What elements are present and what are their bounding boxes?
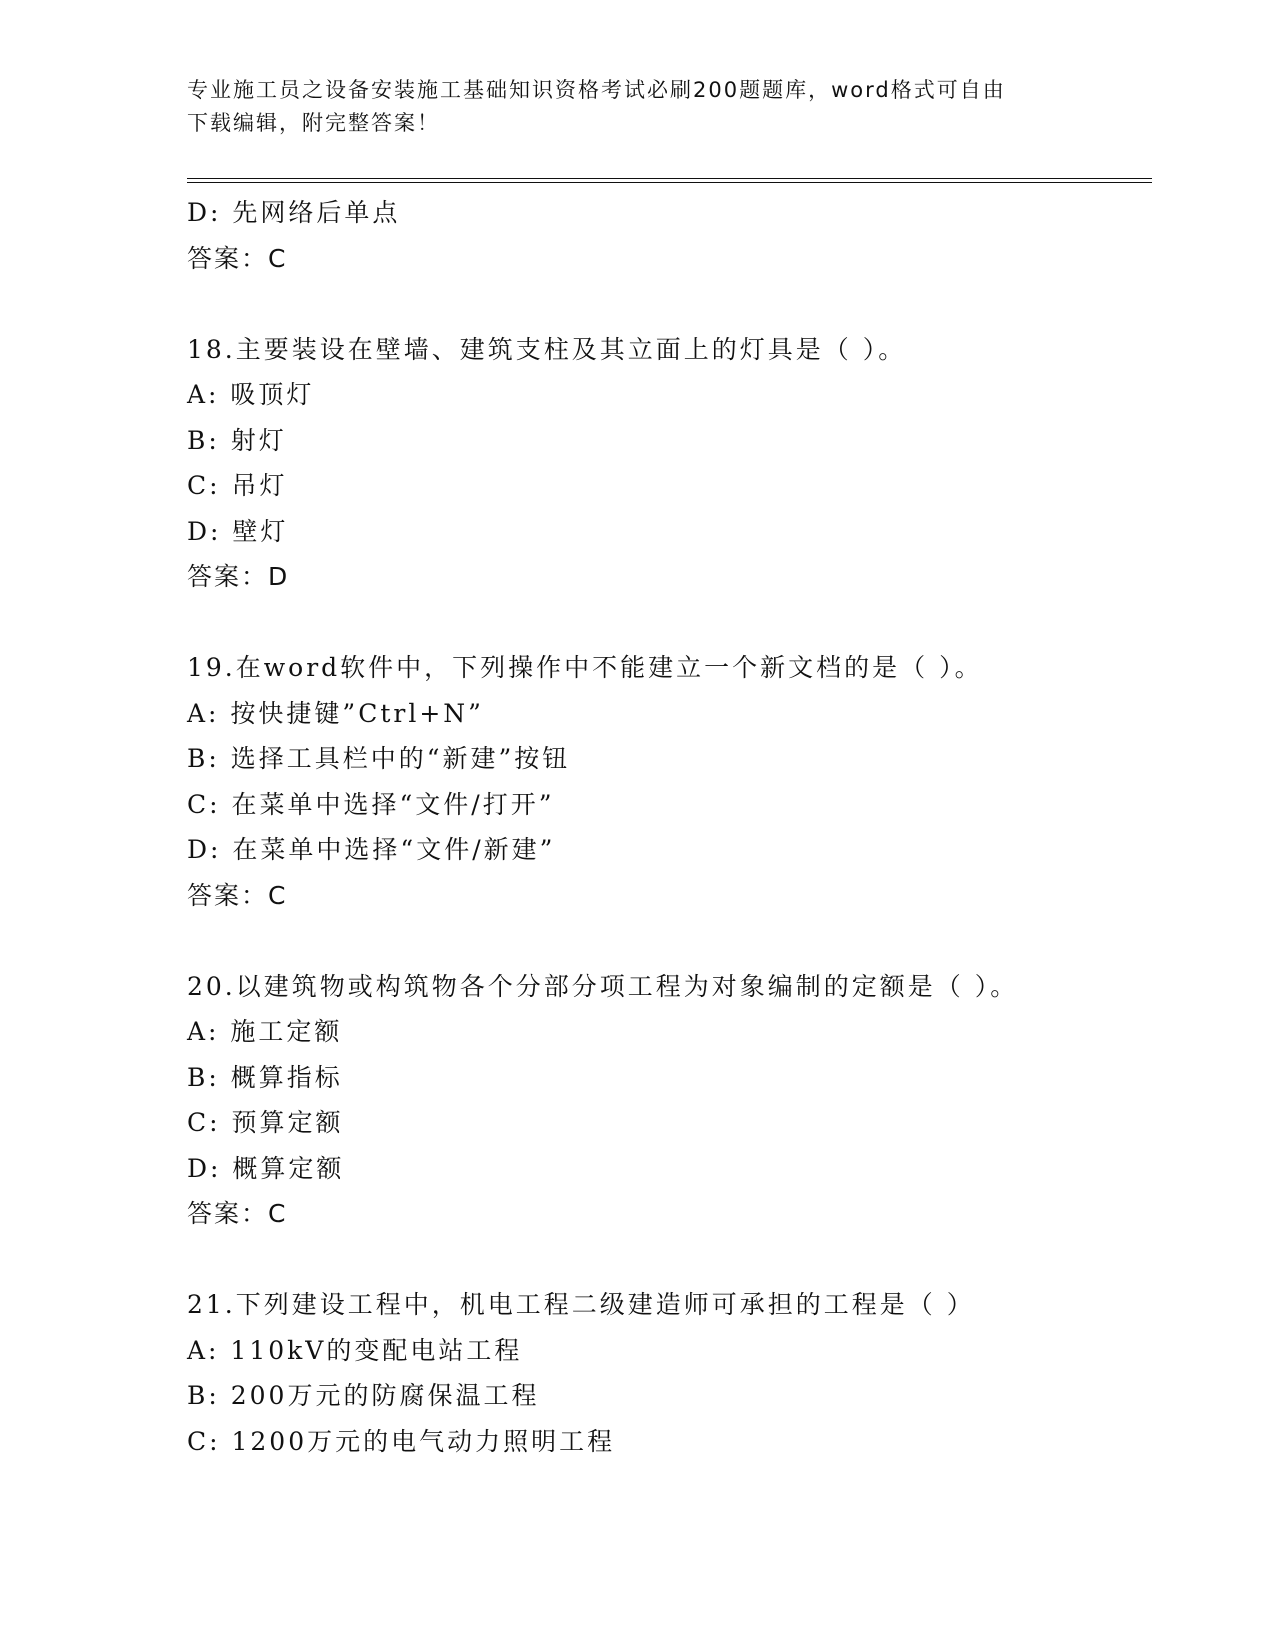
option-a: A: 吸顶灯 (187, 380, 315, 409)
option-d: D: 概算定额 (187, 1153, 345, 1183)
answer-line: 答案：D (187, 562, 290, 591)
option-b: B: 射灯 (187, 425, 287, 455)
question-stem: 18.主要装设在壁墙、建筑支柱及其立面上的灯具是（ ）。 (187, 334, 907, 364)
option-b: B: 200万元的防腐保温工程 (187, 1381, 540, 1410)
page-header (187, 74, 1087, 140)
question-21 (187, 1282, 1152, 1464)
option-d: D: 先网络后单点 (187, 198, 401, 227)
spacer (187, 918, 1152, 964)
option-a: A: 施工定额 (187, 1017, 343, 1046)
question-19 (187, 645, 1152, 918)
option-a: A: 110kV的变配电站工程 (187, 1335, 523, 1365)
option-d: D: 在菜单中选择“文件/新建” (187, 835, 556, 864)
answer-line: 答案：C (187, 1199, 288, 1228)
option-c: C: 预算定额 (187, 1108, 344, 1137)
option-c: C: 在菜单中选择“文件/打开” (187, 789, 555, 819)
option-b: B: 概算指标 (187, 1062, 343, 1092)
spacer (187, 281, 1152, 327)
option-a: A: 按快捷键”Ctrl+N” (187, 698, 484, 728)
answer-line: 答案：C (187, 880, 288, 910)
previous-question-tail (187, 190, 1152, 281)
header-line-1: 专业施工员之设备安装施工基础知识资格考试必刷200题题库，word格式可自由 (187, 78, 1006, 102)
spacer (187, 1237, 1152, 1283)
option-c: C: 1200万元的电气动力照明工程 (187, 1426, 616, 1456)
option-d: D: 壁灯 (187, 516, 289, 546)
option-b: B: 选择工具栏中的“新建”按钮 (187, 744, 571, 773)
option-c: C: 吊灯 (187, 471, 288, 500)
spacer (187, 600, 1152, 646)
question-list (187, 190, 1152, 1464)
question-20 (187, 964, 1152, 1237)
question-18 (187, 327, 1152, 600)
question-stem: 21.下列建设工程中，机电工程二级建造师可承担的工程是（ ） (187, 1290, 975, 1319)
question-stem: 19.在word软件中，下列操作中不能建立一个新文档的是（ ）。 (187, 653, 983, 682)
question-stem: 20.以建筑物或构筑物各个分部分项工程为对象编制的定额是（ ）。 (187, 971, 1019, 1001)
header-divider (187, 178, 1152, 183)
header-line-2: 下载编辑，附完整答案！ (187, 111, 440, 135)
answer-line: 答案：C (187, 243, 288, 273)
